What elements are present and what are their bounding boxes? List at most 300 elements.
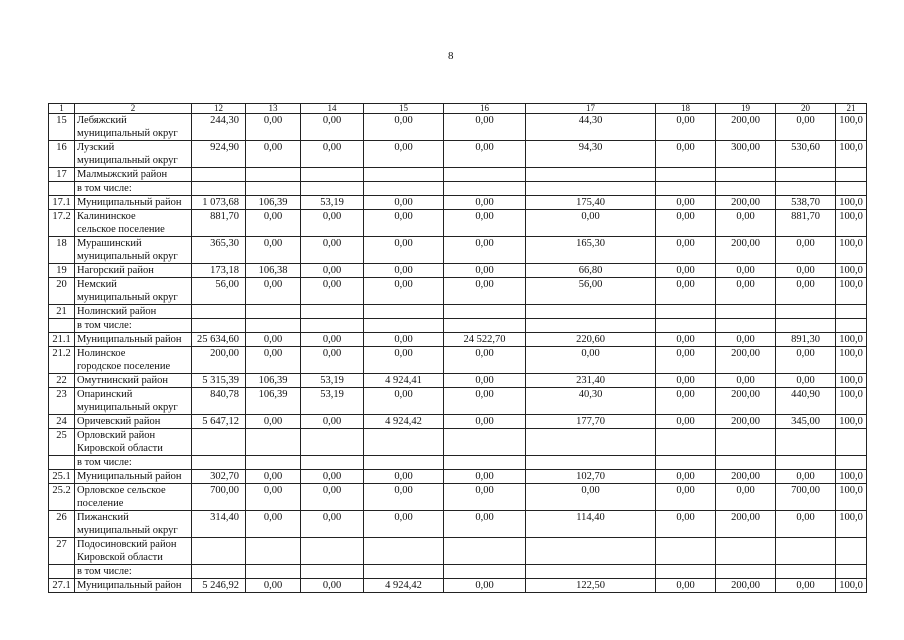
value-cell-17 [526,456,656,470]
territory-name [75,538,192,565]
value-cell-17: 122,50 [526,579,656,593]
value-cell-17 [526,319,656,333]
territory-name [75,388,192,415]
territory-name [75,182,192,196]
value-cell-18: 0,00 [656,141,716,168]
table-row [49,565,867,579]
value-cell-13: 0,00 [246,237,301,264]
value-cell-16 [444,319,526,333]
row-number: 27.1 [49,579,75,593]
row-number: 25 [49,429,75,456]
value-cell-19 [716,182,776,196]
value-cell-12: 314,40 [192,511,246,538]
value-cell-14: 53,19 [301,374,364,388]
value-cell-21: 100,0 [836,141,867,168]
value-cell-12: 173,18 [192,264,246,278]
territory-name [75,141,192,168]
value-cell-14: 0,00 [301,511,364,538]
value-cell-16 [444,429,526,456]
row-number: 26 [49,511,75,538]
territory-name [75,470,192,484]
value-cell-16: 0,00 [444,484,526,511]
territory-name [75,579,192,593]
value-cell-20 [776,168,836,182]
territory-name [75,319,192,333]
value-cell-19: 0,00 [716,333,776,347]
value-cell-17: 0,00 [526,484,656,511]
value-cell-16: 24 522,70 [444,333,526,347]
value-cell-20: 0,00 [776,237,836,264]
value-cell-16: 0,00 [444,415,526,429]
value-cell-13 [246,565,301,579]
value-cell-17: 0,00 [526,210,656,237]
row-number: 15 [49,114,75,141]
table-row [49,210,867,237]
value-cell-16 [444,538,526,565]
value-cell-13: 106,38 [246,264,301,278]
value-cell-20: 0,00 [776,579,836,593]
value-cell-13 [246,319,301,333]
value-cell-12: 56,00 [192,278,246,305]
value-cell-20: 0,00 [776,278,836,305]
value-cell-13: 0,00 [246,511,301,538]
territory-name-line: Орловский район [77,430,156,441]
value-cell-14: 0,00 [301,278,364,305]
value-cell-13 [246,182,301,196]
territory-name-line: Немский [77,279,117,290]
value-cell-17 [526,168,656,182]
table-row [49,319,867,333]
row-number: 21 [49,305,75,319]
value-cell-17: 94,30 [526,141,656,168]
value-cell-13: 0,00 [246,141,301,168]
value-cell-20 [776,565,836,579]
territory-name-line: муниципальный округ [77,251,178,262]
row-number: 18 [49,237,75,264]
territory-name-line: муниципальный округ [77,155,178,166]
table-row [49,415,867,429]
value-cell-14: 0,00 [301,210,364,237]
row-number: 21.1 [49,333,75,347]
territory-name [75,168,192,182]
territory-name-line: Лузский [77,142,115,153]
value-cell-15: 4 924,42 [364,415,444,429]
value-cell-17: 44,30 [526,114,656,141]
value-cell-12 [192,319,246,333]
value-cell-18: 0,00 [656,278,716,305]
value-cell-18 [656,305,716,319]
value-cell-21: 100,0 [836,114,867,141]
table-row [49,264,867,278]
territory-name-line: в том числе: [77,566,132,577]
value-cell-12: 1 073,68 [192,196,246,210]
territory-name [75,415,192,429]
value-cell-14 [301,319,364,333]
value-cell-21 [836,319,867,333]
value-cell-14 [301,182,364,196]
value-cell-21 [836,538,867,565]
value-cell-17: 66,80 [526,264,656,278]
value-cell-14 [301,565,364,579]
value-cell-21 [836,305,867,319]
value-cell-19: 200,00 [716,196,776,210]
territory-name-line: Орловское сельское [77,485,166,496]
value-cell-18 [656,456,716,470]
value-cell-20 [776,305,836,319]
value-cell-20 [776,538,836,565]
value-cell-14 [301,168,364,182]
value-cell-19: 200,00 [716,415,776,429]
value-cell-21: 100,0 [836,470,867,484]
value-cell-19: 0,00 [716,264,776,278]
territory-name [75,278,192,305]
value-cell-16: 0,00 [444,579,526,593]
value-cell-15: 0,00 [364,511,444,538]
value-cell-16 [444,305,526,319]
territory-name-line: Малмыжский район [77,169,168,180]
value-cell-21: 100,0 [836,484,867,511]
value-cell-18: 0,00 [656,484,716,511]
header-cell: 21 [836,104,867,114]
row-number: 16 [49,141,75,168]
territory-name-line: Оричевский район [77,416,161,427]
value-cell-16 [444,168,526,182]
table-row [49,456,867,470]
value-cell-19 [716,305,776,319]
value-cell-16: 0,00 [444,347,526,374]
value-cell-16: 0,00 [444,114,526,141]
value-cell-20 [776,456,836,470]
territory-name [75,210,192,237]
territory-name-line: Калининское [77,211,136,222]
value-cell-18: 0,00 [656,264,716,278]
row-number: 17.2 [49,210,75,237]
table-row [49,538,867,565]
value-cell-12: 924,90 [192,141,246,168]
territory-name [75,237,192,264]
territory-name [75,511,192,538]
value-cell-19: 200,00 [716,511,776,538]
value-cell-16: 0,00 [444,470,526,484]
value-cell-15: 0,00 [364,196,444,210]
value-cell-17: 56,00 [526,278,656,305]
value-cell-15 [364,456,444,470]
table-row [49,579,867,593]
value-cell-21 [836,456,867,470]
value-cell-18: 0,00 [656,511,716,538]
value-cell-20: 0,00 [776,511,836,538]
territory-name-line: муниципальный округ [77,292,178,303]
value-cell-15: 0,00 [364,333,444,347]
value-cell-15 [364,538,444,565]
territory-name-line: Мурашинский [77,238,142,249]
value-cell-18: 0,00 [656,347,716,374]
value-cell-13: 0,00 [246,114,301,141]
table-row [49,347,867,374]
table-row [49,333,867,347]
territory-name [75,456,192,470]
table-row [49,374,867,388]
value-cell-12 [192,305,246,319]
value-cell-19: 200,00 [716,388,776,415]
value-cell-21 [836,565,867,579]
value-cell-21: 100,0 [836,579,867,593]
value-cell-12 [192,565,246,579]
territory-name [75,484,192,511]
row-number: 17.1 [49,196,75,210]
value-cell-18: 0,00 [656,470,716,484]
value-cell-13: 0,00 [246,579,301,593]
row-number: 23 [49,388,75,415]
value-cell-14: 53,19 [301,196,364,210]
value-cell-18 [656,429,716,456]
value-cell-21: 100,0 [836,333,867,347]
value-cell-18: 0,00 [656,196,716,210]
header-cell: 19 [716,104,776,114]
value-cell-20: 700,00 [776,484,836,511]
value-cell-14 [301,429,364,456]
value-cell-18: 0,00 [656,415,716,429]
value-cell-20 [776,182,836,196]
value-cell-20: 0,00 [776,470,836,484]
value-cell-17: 175,40 [526,196,656,210]
value-cell-21 [836,182,867,196]
value-cell-16: 0,00 [444,141,526,168]
value-cell-15 [364,305,444,319]
value-cell-21: 100,0 [836,415,867,429]
table-row [49,470,867,484]
header-cell: 1 [49,104,75,114]
row-number: 21.2 [49,347,75,374]
value-cell-15: 0,00 [364,388,444,415]
territory-name-line: Омутнинский район [77,375,168,386]
value-cell-18 [656,182,716,196]
page-number: 8 [448,50,454,62]
row-number [49,565,75,579]
value-cell-18 [656,168,716,182]
value-cell-14: 0,00 [301,114,364,141]
value-cell-21: 100,0 [836,264,867,278]
territory-name-line: Нагорский район [77,265,154,276]
value-cell-15: 0,00 [364,484,444,511]
value-cell-13: 0,00 [246,333,301,347]
value-cell-18: 0,00 [656,388,716,415]
value-cell-15: 0,00 [364,141,444,168]
territory-name-line: муниципальный округ [77,525,178,536]
value-cell-17: 102,70 [526,470,656,484]
value-cell-17: 0,00 [526,347,656,374]
value-cell-20 [776,429,836,456]
value-cell-12: 700,00 [192,484,246,511]
table-row [49,114,867,141]
value-cell-12: 5 647,12 [192,415,246,429]
value-cell-14: 0,00 [301,333,364,347]
territory-name-line: в том числе: [77,183,132,194]
row-number [49,319,75,333]
value-cell-18: 0,00 [656,333,716,347]
value-cell-20: 538,70 [776,196,836,210]
value-cell-18 [656,319,716,333]
value-cell-20: 0,00 [776,114,836,141]
value-cell-21: 100,0 [836,511,867,538]
value-cell-15: 0,00 [364,278,444,305]
territory-name-line: Нолинское [77,348,126,359]
value-cell-19 [716,538,776,565]
value-cell-18: 0,00 [656,374,716,388]
territory-name [75,565,192,579]
value-cell-15: 4 924,42 [364,579,444,593]
table-row [49,278,867,305]
territory-name-line: Лебяжский [77,115,127,126]
territory-name-line: Пижанский [77,512,129,523]
value-cell-19: 200,00 [716,579,776,593]
value-cell-16: 0,00 [444,278,526,305]
value-cell-16: 0,00 [444,196,526,210]
value-cell-13: 106,39 [246,374,301,388]
value-cell-17: 40,30 [526,388,656,415]
territory-name [75,333,192,347]
table-row [49,305,867,319]
value-cell-12: 365,30 [192,237,246,264]
table-row [49,511,867,538]
value-cell-15: 0,00 [364,347,444,374]
value-cell-19 [716,429,776,456]
header-cell: 20 [776,104,836,114]
territory-name-line: городское поселение [77,361,171,372]
value-cell-17: 177,70 [526,415,656,429]
value-cell-12 [192,456,246,470]
value-cell-12: 881,70 [192,210,246,237]
value-cell-18 [656,538,716,565]
value-cell-13: 106,39 [246,196,301,210]
value-cell-13: 0,00 [246,415,301,429]
value-cell-18: 0,00 [656,237,716,264]
value-cell-21: 100,0 [836,210,867,237]
value-cell-17 [526,565,656,579]
territory-name-line: Нолинский район [77,306,157,317]
value-cell-21: 100,0 [836,278,867,305]
header-cell: 14 [301,104,364,114]
value-cell-14: 0,00 [301,141,364,168]
header-cell: 15 [364,104,444,114]
territory-name-line: Кировской области [77,443,163,454]
row-number [49,182,75,196]
value-cell-14 [301,538,364,565]
data-table [48,103,867,593]
table-row [49,237,867,264]
value-cell-21: 100,0 [836,196,867,210]
territory-name-line: Муниципальный район [77,471,182,482]
value-cell-21 [836,429,867,456]
value-cell-17 [526,429,656,456]
value-cell-19 [716,319,776,333]
value-cell-14 [301,305,364,319]
table-row [49,196,867,210]
value-cell-14: 0,00 [301,484,364,511]
value-cell-12 [192,168,246,182]
value-cell-13 [246,305,301,319]
value-cell-19: 0,00 [716,484,776,511]
table-row [49,484,867,511]
value-cell-16: 0,00 [444,237,526,264]
value-cell-21 [836,168,867,182]
value-cell-12: 244,30 [192,114,246,141]
value-cell-12: 5 315,39 [192,374,246,388]
value-cell-12 [192,182,246,196]
value-cell-12: 840,78 [192,388,246,415]
value-cell-12: 25 634,60 [192,333,246,347]
territory-name-line: Муниципальный район [77,580,182,591]
table-row [49,388,867,415]
value-cell-15 [364,429,444,456]
value-cell-13: 0,00 [246,210,301,237]
territory-name-line: в том числе: [77,457,132,468]
value-cell-20: 0,00 [776,347,836,374]
value-cell-20: 0,00 [776,264,836,278]
table-row [49,168,867,182]
value-cell-13: 0,00 [246,484,301,511]
value-cell-21: 100,0 [836,374,867,388]
value-cell-15: 0,00 [364,264,444,278]
value-cell-20: 891,30 [776,333,836,347]
value-cell-21: 100,0 [836,388,867,415]
territory-name [75,114,192,141]
value-cell-20: 440,90 [776,388,836,415]
value-cell-14: 53,19 [301,388,364,415]
value-cell-15: 0,00 [364,470,444,484]
value-cell-12 [192,538,246,565]
territory-name [75,264,192,278]
value-cell-16 [444,565,526,579]
territory-name [75,305,192,319]
value-cell-14: 0,00 [301,264,364,278]
row-number: 20 [49,278,75,305]
territory-name-line: Подосиновский район [77,539,177,550]
value-cell-13 [246,168,301,182]
value-cell-16: 0,00 [444,388,526,415]
value-cell-15 [364,168,444,182]
value-cell-16: 0,00 [444,511,526,538]
value-cell-20: 0,00 [776,374,836,388]
value-cell-19: 200,00 [716,114,776,141]
territory-name-line: муниципальный округ [77,128,178,139]
value-cell-15: 0,00 [364,237,444,264]
territory-name-line: муниципальный округ [77,402,178,413]
value-cell-15 [364,182,444,196]
territory-name-line: сельское поселение [77,224,165,235]
value-cell-12: 200,00 [192,347,246,374]
value-cell-14 [301,456,364,470]
value-cell-19: 200,00 [716,347,776,374]
value-cell-15 [364,565,444,579]
value-cell-16: 0,00 [444,264,526,278]
header-cell: 12 [192,104,246,114]
value-cell-13 [246,429,301,456]
value-cell-14: 0,00 [301,470,364,484]
value-cell-17 [526,305,656,319]
value-cell-13: 0,00 [246,347,301,374]
row-number: 19 [49,264,75,278]
value-cell-21: 100,0 [836,237,867,264]
value-cell-20 [776,319,836,333]
value-cell-17 [526,538,656,565]
value-cell-17: 231,40 [526,374,656,388]
value-cell-16 [444,456,526,470]
value-cell-17: 114,40 [526,511,656,538]
territory-name-line: Муниципальный район [77,334,182,345]
value-cell-19: 0,00 [716,278,776,305]
header-cell: 17 [526,104,656,114]
